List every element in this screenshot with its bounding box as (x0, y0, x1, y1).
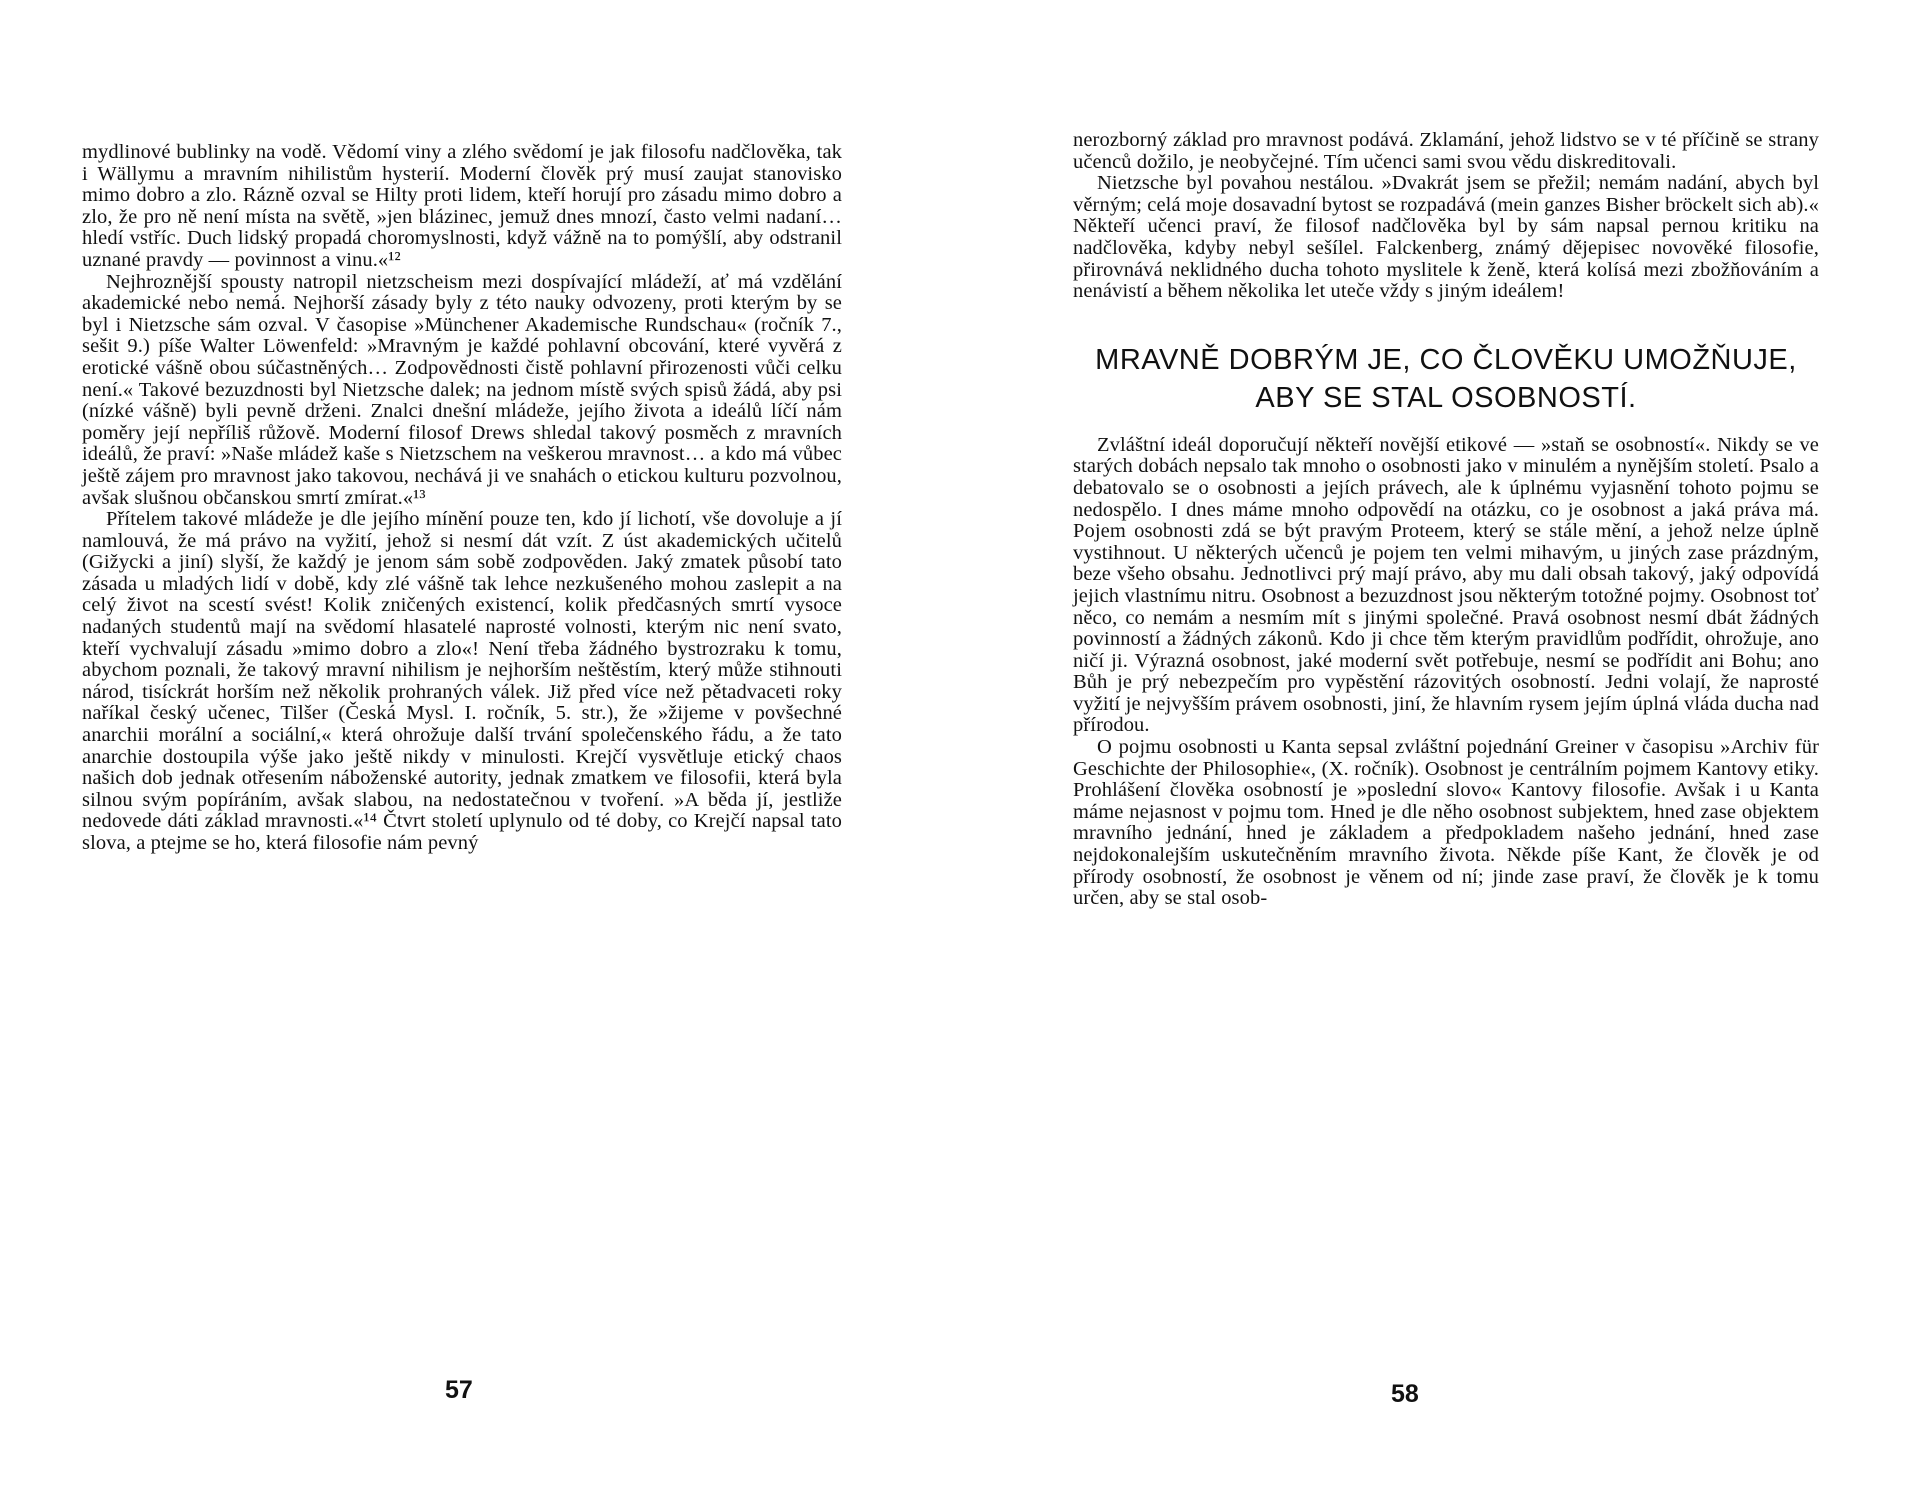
paragraph: O pojmu osobnosti u Kanta sepsal zvláštní pojednání Greiner v časopisu »Archiv für Geschichte der Philosophie«, (X. ročník). Osobnost je centrálním pojmem Kantovy etiky. Prohlášení člověka osobností je »poslední slovo« Kantovy filosofie. Avšak i u Kanta máme nejasnost v pojmu tom. Hned je dle něho osobnost subjektem, hned zase objektem mravního jednání, hned je základem a předpokladem našeho jednání, hned zase nejdokonalejším uskutečněním mravního života. Někde píše Kant, že člověk je od přírody osobností, že osobnost je věnem od ní; jinde zase praví, že člověk je k tomu určen, aby se stal osob- (1073, 736, 1819, 910)
left-page-text (82, 142, 842, 855)
section-spacer (1073, 303, 1819, 341)
paragraph: Nietzsche byl povahou nestálou. »Dvakrát jsem se přežil; nemám nadání, abych byl věrným; celá moje dosavadní bytost se rozpadává (mein ganzes Bisher bröckelt sich ab).« Někteří učenci praví, že filosof nadčlověka byl by sám napsal pernou kritiku na nadčlověka, kdyby nebyl sešílel. Falckenberg, známý dějepisec novověké filosofie, přirovnává neklidného ducha tohoto myslitele k ženě, která kolísá mezi zbožňováním a nenávistí a během několika let uteče vždy s jiným ideálem! (1073, 172, 1819, 303)
page-number: 57 (445, 1376, 473, 1404)
paragraph: Nejhroznější spousty natropil nietzscheism mezi dospívající mládeží, ať má vzdělání akademické nebo nemá. Nejhorší zásady byly z této nauky odvozeny, proti kterým by se byl i Nietzsche sám ozval. V časopise »Münchener Akademische Rundschau« (ročník 7., sešit 9.) píše Walter Löwenfeld: »Mravným je každé pohlavní obcování, které vyvěrá z erotické vášně obou súčastněných… Zodpovědnosti čistě pohlavní přirozenosti vůči celku není.« Takové bezuzdnosti byl Nietzsche dalek; na jednom místě svých spisů žádá, aby psi (nízké vášně) byli pevně drženi. Znalci dnešní mládeže, jejího života a ideálů líčí nám poměry její nepříliš růžově. Moderní filosof Drews shledal takový posměch z mravních ideálů, že praví: »Naše mládež kaše s Nietzschem na veškerou mravnost… a kdo má vůbec ještě zájem pro mravnost jako takovou, nechává ji ve snahách o etickou kulturu pozvolnou, avšak slušnou občanskou smrtí zmírat.«¹³ (82, 270, 842, 509)
heading-line: ABY SE STAL OSOBNOSTÍ. (1255, 381, 1637, 414)
paragraph: mydlinové bublinky na vodě. Vědomí viny a zlého svědomí je jak filosofu nadčlověka, tak i Wällymu a mravním nihilistům hysterií. Moderní člověk prý musí zaujat stanovisko mimo dobro a zlo. Rázně ozval se Hilty proti lidem, kteří horují pro zásadu mimo dobro a zlo, že pro ně není místa na světě, »jen blázinec, jemuž dnes mnozí, často velmi nadaní… hledí vstříc. Duch lidský propadá choromyslnosti, když vážně na to pomýšlí, aby odstranil uznané pravdy — povinnost a vinu.«¹² (82, 141, 842, 271)
section-heading (1073, 341, 1819, 417)
heading-line: MRAVNĚ DOBRÝM JE, CO ČLOVĚKU UMOŽŇUJE, (1095, 343, 1797, 376)
right-page (961, 0, 1922, 1500)
right-page-text (1073, 130, 1819, 910)
page-number: 58 (1391, 1380, 1419, 1408)
paragraph: nerozborný základ pro mravnost podává. Zklamání, jehož lidstvo se v té příčině se strany učenců dožilo, je neobyčejné. Tím učenci sami svou vědu diskreditovali. (1073, 129, 1819, 173)
paragraph: Zvláštní ideál doporučují někteří novější etikové — »staň se osobností«. Nikdy se ve starých dobách nepsalo tak mnoho o osobnosti jako v minulém a nynějším století. Psalo a debatovalo se o osobnosti a jejích právech, ale k úplnému vyjasnění tohoto pojmu se nedospělo. I dnes máme mnoho odpovědí na otázku, co je osobnost a jaká práva má. Pojem osobnosti zdá se být pravým Proteem, který se stále mění, a jehož nelze úplně vystihnout. U některých učenců je pojem ten velmi mihavým, u jiných zase prázdným, beze všeho obsahu. Jednotlivci prý mají právo, aby mu dali obsah takový, jaký odpovídá jejich vlastnímu nitru. Osobnost a bezuzdnost jsou některým totožné pojmy. Osobnost toť něco, co nemám a nesmím mít s jinými společné. Pravá osobnost nesmí dbát žádných povinností a žádných zákonů. Kdo ji chce těm kterým pravidlům podřídit, ohrožuje, ano ničí ji. Výrazná osobnost, jaké moderní svět potřebuje, nesmí se podřídit ani Bohu; ano Bůh je prý nebezpečím pro vypěstění rázovitých osobností. Jedni volají, že naprosté vyžití je nejvyšším právem osobnosti, jiní, že hlavním rysem jejím úplná vláda ducha nad přírodou. (1073, 433, 1819, 737)
paragraph: Přítelem takové mládeže je dle jejího mínění pouze ten, kdo jí lichotí, vše dovoluje a jí namlouvá, že má právo na vyžití, jehož si nesmí dát vzít. Z úst akademických učitelů (Gižycki a jiní) slyší, že každý je jenom sám sobě zodpověden. Jaký zmatek působí tato zásada u mladých lidí v době, kdy zlé vášně tak lehce nezkušeného mohou zaslepit a na celý život na scestí svést! Kolik zničených existencí, kolik předčasných smrtí vysoce nadaných studentů mají na svědomí hlasatelé naprosté volnosti, kterým nic není svato, kteří vychvalují zásadu »mimo dobro a zlo«! Není třeba žádného bystrozraku k tomu, abychom poznali, že takový mravní nihilism je nejhorším neštěstím, který může stihnouti národ, tisíckrát horším než několik prohraných válek. Již před více než pětadvaceti roky naříkal český učenec, Tilšer (Česká Mysl. I. ročník, 5. str.), že »žijeme v povšechné anarchii morální a sociální,« která ohrožuje další trvání společenského řádu, a že tato anarchie dostoupila výše jako ještě nikdy v minulosti. Krejčí vysvětluje etický chaos našich dob jednak otřesením náboženské autority, jednak zmatkem ve filosofii, která byla silnou svým popíráním, avšak slabou, na nedostatečnou v tvoření. »A běda jí, jestliže nedovede dáti základ mravnosti.«¹⁴ Čtvrt století uplynulo od té doby, co Krejčí napsal tato slova, a ptejme se ho, která filosofie nám pevný (82, 508, 842, 854)
